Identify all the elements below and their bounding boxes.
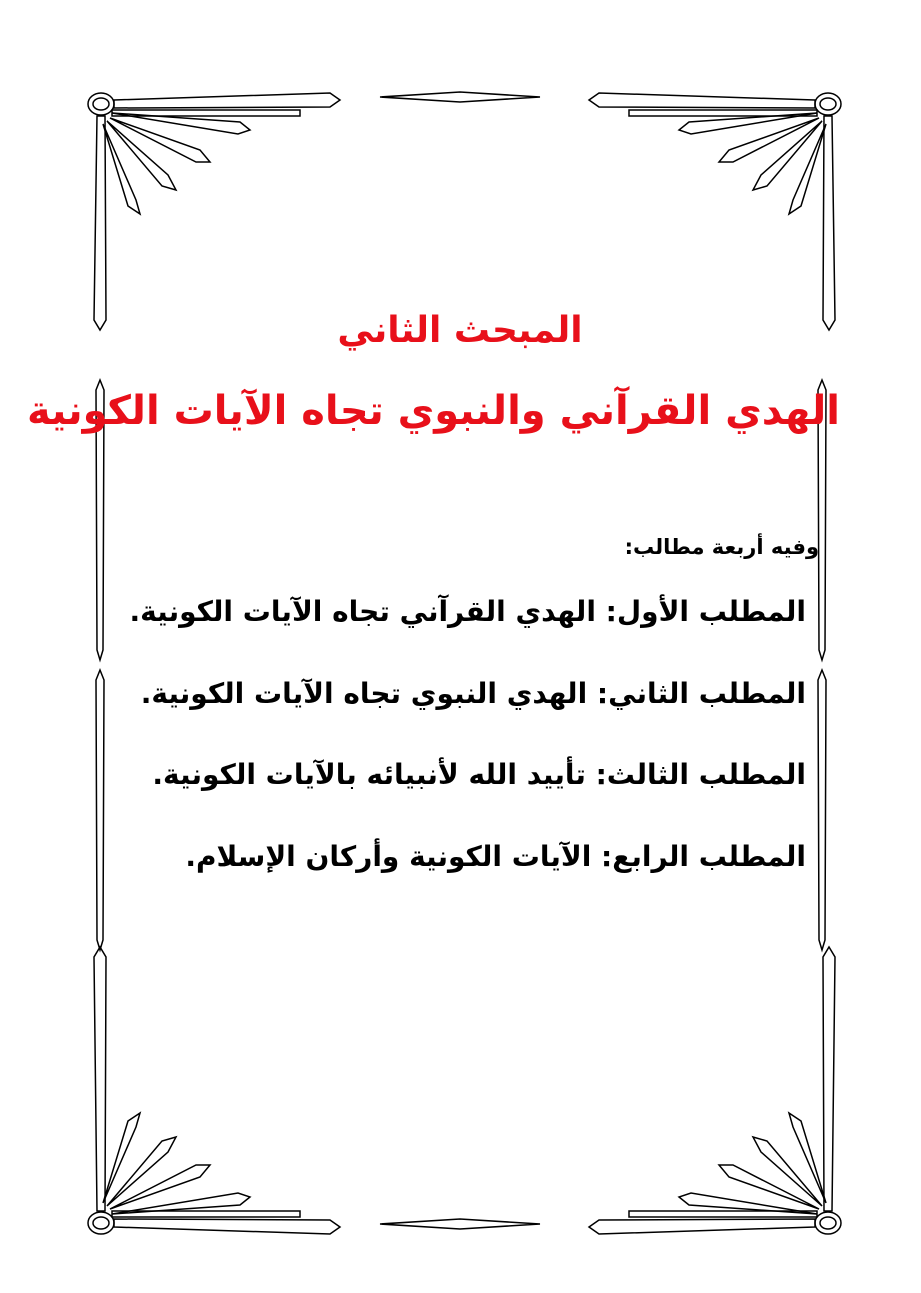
corner-ornament-bottom-left (88, 947, 340, 1234)
corner-ornament-top-right (589, 93, 841, 330)
side-ornament-left (96, 380, 104, 950)
top-ornament-center (380, 92, 540, 102)
list-item: المطلب الرابع: الآيات الكونية وأركان الإسلام. (185, 840, 806, 873)
list-item: المطلب الثالث: تأييد الله لأنبيائه بالآيات الكونية. (152, 758, 806, 791)
chapter-title: المبحث الثاني (337, 310, 583, 351)
bottom-ornament-center (380, 1219, 540, 1229)
corner-ornament-top-left (88, 93, 340, 330)
side-ornament-right (818, 380, 826, 950)
intro-text: وفيه أربعة مطالب: (624, 535, 819, 559)
list-item: المطلب الثاني: الهدي النبوي تجاه الآيات الكونية. (140, 677, 806, 710)
chapter-subtitle: الهدي القرآني والنبوي تجاه الآيات الكونية (26, 388, 840, 434)
corner-ornament-bottom-right (589, 947, 841, 1234)
list-item: المطلب الأول: الهدي القرآني تجاه الآيات الكونية. (129, 595, 806, 628)
